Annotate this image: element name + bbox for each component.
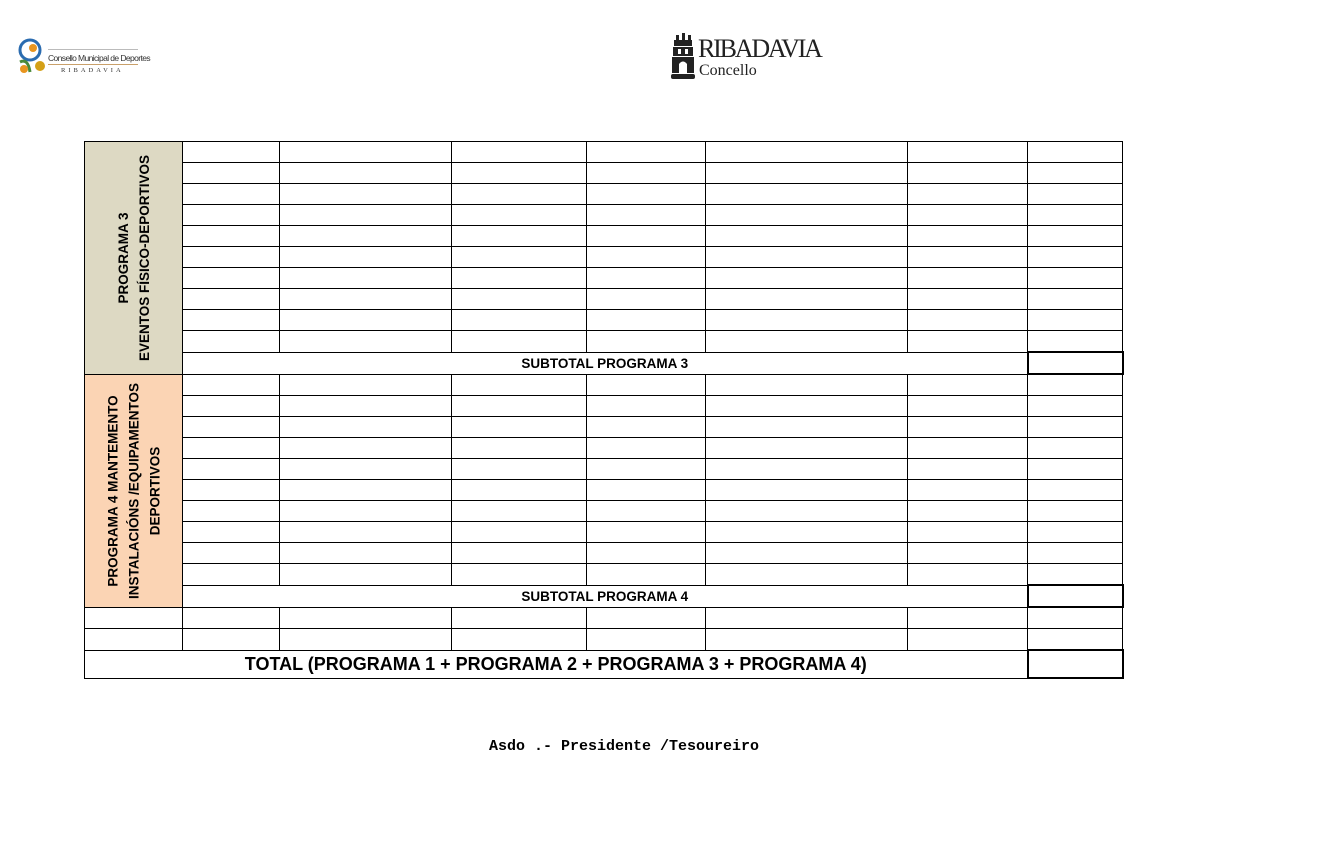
empty-cell[interactable] [706,480,908,501]
table-row [85,564,1123,586]
empty-cell[interactable] [587,226,706,247]
empty-cell[interactable] [1028,163,1123,184]
empty-cell[interactable] [587,629,706,651]
empty-cell[interactable] [280,289,452,310]
empty-cell[interactable] [908,480,1028,501]
empty-cell[interactable] [1028,501,1123,522]
empty-cell[interactable] [183,163,280,184]
empty-cell[interactable] [1028,289,1123,310]
consello-deportes-name: Consello Municipal de Deportes [48,53,151,63]
programa3-label [113,155,155,361]
subtotal-programa4-row [85,585,1123,607]
table-row [85,607,1123,629]
ribadavia-concello-logo [670,33,830,83]
empty-cell[interactable] [452,501,587,522]
empty-cell[interactable] [452,396,587,417]
table-row [85,459,1123,480]
empty-cell[interactable] [1028,438,1123,459]
programa4-label-line: PROGRAMA 4 MANTEMENTO [105,394,120,587]
empty-cell[interactable] [1028,268,1123,289]
empty-cell[interactable] [706,543,908,564]
concello-label: Concello [699,62,757,79]
empty-cell[interactable] [452,629,587,651]
empty-cell[interactable] [452,163,587,184]
subtotal-programa4-value-cell[interactable] [1028,585,1123,607]
empty-cell[interactable] [183,226,280,247]
table-row [85,522,1123,543]
empty-cell[interactable] [280,205,452,226]
empty-cell[interactable] [1028,331,1123,353]
logo-rule [48,49,138,50]
empty-cell[interactable] [587,163,706,184]
empty-cell[interactable] [587,268,706,289]
budget-table [84,141,1124,679]
table-row [85,184,1123,205]
empty-cell[interactable] [706,163,908,184]
table-row [85,226,1123,247]
empty-cell[interactable] [85,607,183,629]
empty-cell[interactable] [587,459,706,480]
empty-cell[interactable] [587,310,706,331]
empty-cell[interactable] [706,142,908,163]
empty-cell[interactable] [183,607,280,629]
empty-cell[interactable] [280,310,452,331]
logo-rule [48,64,138,65]
empty-cell[interactable] [1028,396,1123,417]
empty-cell[interactable] [908,396,1028,417]
consello-deportes-emblem [16,36,46,76]
empty-cell[interactable] [1028,310,1123,331]
empty-cell[interactable] [183,501,280,522]
empty-cell[interactable] [452,205,587,226]
empty-cell[interactable] [908,501,1028,522]
empty-cell[interactable] [183,396,280,417]
empty-cell[interactable] [1028,417,1123,438]
empty-cell[interactable] [908,226,1028,247]
empty-cell[interactable] [452,142,587,163]
empty-cell[interactable] [280,438,452,459]
program3-row [85,142,1123,163]
budget-table-body [85,142,1123,679]
table-row [85,247,1123,268]
empty-cell[interactable] [452,310,587,331]
empty-cell[interactable] [1028,607,1123,629]
empty-cell[interactable] [908,522,1028,543]
empty-cell[interactable] [1028,480,1123,501]
signature-line: Asdo .- Presidente /Tesoureiro [488,738,760,755]
total-label: TOTAL (PROGRAMA 1 + PROGRAMA 2 + PROGRAMA 3 + PROGRAMA 4) [85,650,1028,678]
empty-cell[interactable] [587,374,706,396]
program4-row [85,374,1123,396]
empty-cell[interactable] [452,522,587,543]
table-row [85,417,1123,438]
programa3-label-cell [85,142,183,375]
empty-cell[interactable] [183,543,280,564]
empty-cell[interactable] [1028,564,1123,586]
empty-cell[interactable] [452,268,587,289]
empty-cell[interactable] [280,459,452,480]
empty-cell[interactable] [1028,629,1123,651]
empty-cell[interactable] [1028,142,1123,163]
table-row [85,268,1123,289]
empty-cell[interactable] [706,310,908,331]
empty-cell[interactable] [706,268,908,289]
empty-cell[interactable] [706,226,908,247]
total-value-cell[interactable] [1028,650,1123,678]
empty-cell[interactable] [587,396,706,417]
empty-cell[interactable] [706,629,908,651]
ribadavia-name: RIBADAVIA [698,34,821,63]
subtotal-programa3-row [85,352,1123,374]
empty-cell[interactable] [1028,374,1123,396]
empty-cell[interactable] [587,184,706,205]
empty-cell[interactable] [587,205,706,226]
empty-cell[interactable] [587,543,706,564]
empty-cell[interactable] [280,629,452,651]
empty-cell[interactable] [452,226,587,247]
empty-cell[interactable] [908,163,1028,184]
empty-cell[interactable] [452,543,587,564]
empty-cell[interactable] [280,501,452,522]
empty-cell[interactable] [183,480,280,501]
empty-cell[interactable] [183,374,280,396]
empty-cell[interactable] [908,268,1028,289]
empty-cell[interactable] [587,438,706,459]
table-row [85,438,1123,459]
empty-cell[interactable] [908,331,1028,353]
empty-cell[interactable] [183,564,280,586]
programa3-label-line: EVENTOS FÍSICO-DEPORTIVOS [136,154,152,361]
table-row [85,289,1123,310]
empty-cell[interactable] [280,543,452,564]
empty-cell[interactable] [587,331,706,353]
empty-cell[interactable] [1028,522,1123,543]
empty-cell[interactable] [183,522,280,543]
empty-cell[interactable] [280,480,452,501]
empty-cell[interactable] [1028,184,1123,205]
empty-cell[interactable] [587,501,706,522]
empty-cell[interactable] [85,629,183,651]
empty-cell[interactable] [706,289,908,310]
empty-cell[interactable] [1028,205,1123,226]
empty-cell[interactable] [1028,459,1123,480]
table-row [85,543,1123,564]
empty-cell[interactable] [908,310,1028,331]
empty-cell[interactable] [280,247,452,268]
empty-cell[interactable] [280,417,452,438]
empty-cell[interactable] [183,629,280,651]
empty-cell[interactable] [280,564,452,586]
empty-cell[interactable] [452,607,587,629]
table-row [85,163,1123,184]
table-row [85,480,1123,501]
empty-cell[interactable] [587,142,706,163]
empty-cell[interactable] [908,459,1028,480]
empty-cell[interactable] [706,607,908,629]
empty-cell[interactable] [706,205,908,226]
empty-cell[interactable] [706,374,908,396]
total-row [85,650,1123,678]
empty-cell[interactable] [706,522,908,543]
subtotal-programa3-label: SUBTOTAL PROGRAMA 3 [183,352,1028,374]
programa4-label-line: DEPORTIVOS [147,446,162,535]
empty-cell[interactable] [452,331,587,353]
programa4-label-cell [85,374,183,607]
empty-cell[interactable] [280,396,452,417]
empty-cell[interactable] [183,268,280,289]
empty-cell[interactable] [587,607,706,629]
empty-cell[interactable] [452,184,587,205]
empty-cell[interactable] [452,459,587,480]
empty-cell[interactable] [706,459,908,480]
empty-cell[interactable] [280,163,452,184]
empty-cell[interactable] [1028,543,1123,564]
programa4-label-line: INSTALACIÓNS /EQUIPAMENTOS [126,382,141,599]
empty-cell[interactable] [706,331,908,353]
empty-cell[interactable] [183,289,280,310]
empty-cell[interactable] [908,205,1028,226]
empty-cell[interactable] [183,247,280,268]
empty-cell[interactable] [280,184,452,205]
empty-cell[interactable] [1028,226,1123,247]
empty-cell[interactable] [183,417,280,438]
empty-cell[interactable] [908,607,1028,629]
empty-cell[interactable] [587,417,706,438]
empty-cell[interactable] [452,564,587,586]
empty-cell[interactable] [587,564,706,586]
empty-cell[interactable] [908,184,1028,205]
empty-cell[interactable] [183,331,280,353]
empty-cell[interactable] [706,184,908,205]
empty-cell[interactable] [452,289,587,310]
castle-tower-icon [670,33,696,81]
empty-cell[interactable] [183,205,280,226]
empty-cell[interactable] [908,438,1028,459]
subtotal-programa3-value-cell[interactable] [1028,352,1123,374]
empty-cell[interactable] [706,501,908,522]
empty-cell[interactable] [706,247,908,268]
empty-cell[interactable] [706,564,908,586]
table-row [85,396,1123,417]
empty-cell[interactable] [706,438,908,459]
empty-cell[interactable] [280,226,452,247]
empty-cell[interactable] [908,374,1028,396]
empty-cell[interactable] [452,480,587,501]
empty-cell[interactable] [587,247,706,268]
empty-cell[interactable] [280,331,452,353]
empty-cell[interactable] [908,247,1028,268]
empty-cell[interactable] [452,247,587,268]
programa3-label-line: PROGRAMA 3 [115,212,131,304]
programa4-label [102,382,165,598]
empty-cell[interactable] [183,142,280,163]
empty-cell[interactable] [280,142,452,163]
consello-deportes-logo [16,36,151,80]
table-row [85,310,1123,331]
empty-cell[interactable] [183,310,280,331]
table-row [85,501,1123,522]
empty-cell[interactable] [280,268,452,289]
empty-cell[interactable] [706,396,908,417]
empty-cell[interactable] [183,184,280,205]
empty-cell[interactable] [452,374,587,396]
empty-cell[interactable] [183,438,280,459]
subtotal-programa4-label: SUBTOTAL PROGRAMA 4 [183,585,1028,607]
consello-deportes-town: RIBADAVIA [61,67,124,74]
empty-cell[interactable] [183,459,280,480]
empty-cell[interactable] [908,629,1028,651]
empty-cell[interactable] [587,522,706,543]
empty-cell[interactable] [908,289,1028,310]
empty-cell[interactable] [908,142,1028,163]
empty-cell[interactable] [587,289,706,310]
empty-cell[interactable] [587,480,706,501]
table-row [85,205,1123,226]
table-row [85,629,1123,651]
empty-cell[interactable] [1028,247,1123,268]
empty-cell[interactable] [908,417,1028,438]
empty-cell[interactable] [908,564,1028,586]
empty-cell[interactable] [280,607,452,629]
empty-cell[interactable] [452,417,587,438]
empty-cell[interactable] [280,522,452,543]
empty-cell[interactable] [706,417,908,438]
empty-cell[interactable] [452,438,587,459]
table-row [85,331,1123,353]
empty-cell[interactable] [908,543,1028,564]
empty-cell[interactable] [280,374,452,396]
